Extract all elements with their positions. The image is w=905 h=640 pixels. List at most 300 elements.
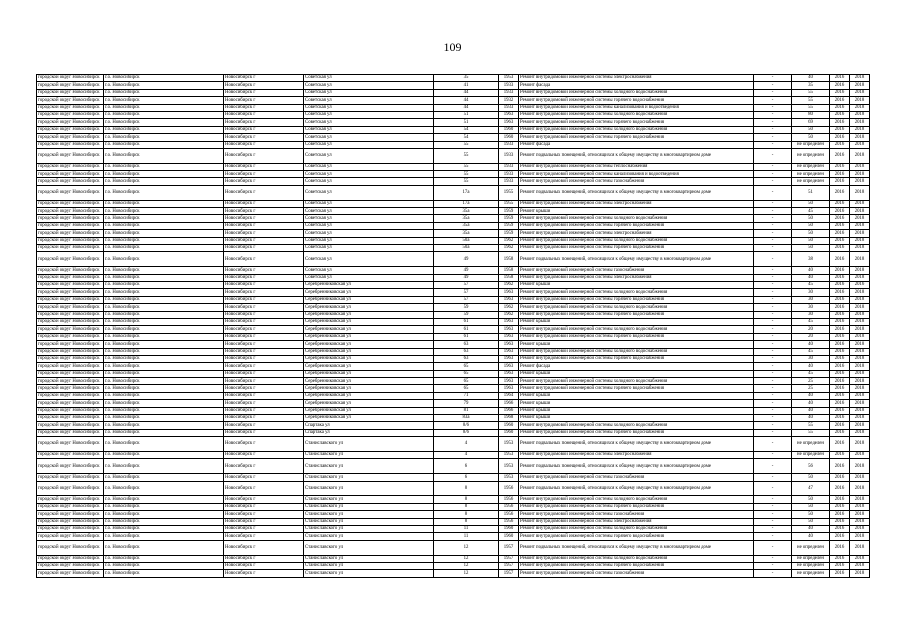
cell-settlement: г.о. Новосибирск: [104, 208, 224, 215]
cell-settlement: г.о. Новосибирск: [104, 222, 224, 229]
cell-municipality: городской округ Новосибирск: [37, 363, 104, 370]
cell-settlement: г.о. Новосибирск: [104, 326, 224, 333]
cell-municipality: городской округ Новосибирск: [37, 89, 104, 96]
table-row: [37, 437, 870, 452]
cell-year: 1960: [499, 422, 519, 429]
cell-municipality: городской округ Новосибирск: [37, 511, 104, 518]
cell-locality: Новосибирск г: [224, 451, 304, 458]
table-row: [37, 540, 870, 555]
cell-year_from: 2016: [830, 119, 850, 126]
cell-municipality: городской округ Новосибирск: [37, 562, 104, 569]
cell-house: 50а: [434, 245, 499, 252]
cell-year_from: 2016: [830, 200, 850, 207]
cell-house: 35: [434, 75, 499, 82]
cell-area: -: [754, 540, 792, 555]
table-row: [37, 178, 870, 185]
cell-work: Ремонт внутридомовой инженерной системы холодного водоснабжения: [519, 237, 754, 244]
cell-municipality: городской округ Новосибирск: [37, 437, 104, 452]
cell-year_from: 2016: [830, 555, 850, 562]
table-row: [37, 511, 870, 518]
table-row: [37, 75, 870, 82]
cell-work: Ремонт крыши: [519, 415, 754, 422]
table-row: [37, 185, 870, 200]
cell-year: 1963: [499, 111, 519, 118]
cell-house: 49: [434, 252, 499, 267]
cell-value: 55: [792, 429, 830, 436]
cell-settlement: г.о. Новосибирск: [104, 304, 224, 311]
cell-locality: Новосибирск г: [224, 355, 304, 362]
cell-year: 1933: [499, 171, 519, 178]
cell-year_from: 2016: [830, 230, 850, 237]
cell-street: Советская ул: [304, 126, 434, 133]
cell-street: Серебренниковская ул: [304, 296, 434, 303]
cell-settlement: г.о. Новосибирск: [104, 415, 224, 422]
cell-work: Ремонт внутридомовой инженерной системы газоснабжения: [519, 570, 754, 577]
cell-area: -: [754, 437, 792, 452]
cell-year_to: 2018: [850, 400, 870, 407]
cell-year_from: 2016: [830, 82, 850, 89]
cell-area: -: [754, 119, 792, 126]
cell-work: Ремонт крыши: [519, 208, 754, 215]
cell-year: 1956: [499, 503, 519, 510]
cell-settlement: г.о. Новосибирск: [104, 385, 224, 392]
cell-street: Советская ул: [304, 82, 434, 89]
cell-street: Станиславского ул: [304, 533, 434, 540]
cell-locality: Новосибирск г: [224, 245, 304, 252]
cell-locality: Новосибирск г: [224, 437, 304, 452]
cell-year_to: 2018: [850, 296, 870, 303]
cell-street: Серебренниковская ул: [304, 363, 434, 370]
table-row: [37, 296, 870, 303]
cell-year_from: 2016: [830, 429, 850, 436]
cell-year: 1959: [499, 215, 519, 222]
cell-house: 17а: [434, 185, 499, 200]
cell-value: 50: [792, 215, 830, 222]
cell-year_from: 2016: [830, 562, 850, 569]
cell-year: 1963: [499, 385, 519, 392]
cell-area: -: [754, 97, 792, 104]
cell-year_from: 2016: [830, 348, 850, 355]
cell-locality: Новосибирск г: [224, 267, 304, 274]
cell-work: Ремонт подвальных помещений, относящихся к общему имуществу в многоквартирном доме: [519, 148, 754, 163]
cell-locality: Новосибирск г: [224, 533, 304, 540]
cell-settlement: г.о. Новосибирск: [104, 363, 224, 370]
cell-year_to: 2018: [850, 134, 870, 141]
cell-settlement: г.о. Новосибирск: [104, 370, 224, 377]
cell-settlement: г.о. Новосибирск: [104, 111, 224, 118]
cell-value: 50: [792, 134, 830, 141]
cell-year_to: 2018: [850, 208, 870, 215]
cell-year_to: 2018: [850, 392, 870, 399]
cell-house: 54: [434, 126, 499, 133]
cell-house: 81: [434, 407, 499, 414]
cell-municipality: городской округ Новосибирск: [37, 185, 104, 200]
cell-year_to: 2018: [850, 326, 870, 333]
cell-year_from: 2016: [830, 97, 850, 104]
cell-year_to: 2018: [850, 533, 870, 540]
cell-municipality: городской округ Новосибирск: [37, 311, 104, 318]
cell-year_from: 2016: [830, 326, 850, 333]
table-row: [37, 474, 870, 481]
cell-area: -: [754, 104, 792, 111]
cell-municipality: городской округ Новосибирск: [37, 422, 104, 429]
cell-year: 1933: [499, 82, 519, 89]
cell-locality: Новосибирск г: [224, 89, 304, 96]
table-row: [37, 267, 870, 274]
cell-value: не определен: [792, 163, 830, 170]
cell-house: 12: [434, 540, 499, 555]
cell-house: 44: [434, 104, 499, 111]
table-row: [37, 141, 870, 148]
cell-work: Ремонт внутридомовой инженерной системы горячего водоснабжения: [519, 429, 754, 436]
cell-year_to: 2018: [850, 355, 870, 362]
cell-street: Советская ул: [304, 141, 434, 148]
cell-year_from: 2016: [830, 245, 850, 252]
cell-house: 57: [434, 289, 499, 296]
cell-municipality: городской округ Новосибирск: [37, 385, 104, 392]
cell-value: не определен: [792, 540, 830, 555]
cell-area: -: [754, 215, 792, 222]
cell-year_from: 2016: [830, 104, 850, 111]
cell-year: 1933: [499, 163, 519, 170]
cell-year_from: 2016: [830, 363, 850, 370]
cell-year: 1953: [499, 459, 519, 474]
cell-municipality: городской округ Новосибирск: [37, 245, 104, 252]
cell-area: -: [754, 525, 792, 532]
cell-year_to: 2018: [850, 111, 870, 118]
cell-work: Ремонт фасада: [519, 82, 754, 89]
cell-value: 55: [792, 104, 830, 111]
cell-area: -: [754, 171, 792, 178]
cell-house: 8: [434, 481, 499, 496]
cell-locality: Новосибирск г: [224, 474, 304, 481]
cell-area: -: [754, 75, 792, 82]
cell-year_to: 2018: [850, 178, 870, 185]
cell-locality: Новосибирск г: [224, 75, 304, 82]
cell-work: Ремонт фасада: [519, 363, 754, 370]
cell-area: -: [754, 503, 792, 510]
cell-value: не определен: [792, 141, 830, 148]
cell-year_from: 2016: [830, 511, 850, 518]
cell-year_from: 2016: [830, 111, 850, 118]
table-row: [37, 392, 870, 399]
cell-street: Серебренниковская ул: [304, 304, 434, 311]
cell-locality: Новосибирск г: [224, 370, 304, 377]
cell-municipality: городской округ Новосибирск: [37, 134, 104, 141]
cell-value: 30: [792, 355, 830, 362]
table-row: [37, 503, 870, 510]
cell-locality: Новосибирск г: [224, 400, 304, 407]
cell-work: Ремонт внутридомовой инженерной системы горячего водоснабжения: [519, 296, 754, 303]
cell-year: 1962: [499, 281, 519, 288]
cell-house: 8/6: [434, 422, 499, 429]
cell-locality: Новосибирск г: [224, 481, 304, 496]
cell-locality: Новосибирск г: [224, 518, 304, 525]
cell-settlement: г.о. Новосибирск: [104, 171, 224, 178]
cell-street: Станиславского ул: [304, 481, 434, 496]
table-row: [37, 274, 870, 281]
cell-value: 40: [792, 75, 830, 82]
cell-year: 1959: [499, 222, 519, 229]
cell-municipality: городской округ Новосибирск: [37, 555, 104, 562]
cell-value: не определен: [792, 178, 830, 185]
cell-value: 55: [792, 97, 830, 104]
cell-house: 65: [434, 378, 499, 385]
cell-settlement: г.о. Новосибирск: [104, 163, 224, 170]
cell-settlement: г.о. Новосибирск: [104, 134, 224, 141]
table-row: [37, 533, 870, 540]
cell-work: Ремонт внутридомовой инженерной системы холодного водоснабжения: [519, 304, 754, 311]
cell-value: 50: [792, 230, 830, 237]
cell-municipality: городской округ Новосибирск: [37, 119, 104, 126]
cell-work: Ремонт крыши: [519, 392, 754, 399]
cell-work: Ремонт внутридомовой инженерной системы холодного водоснабжения: [519, 215, 754, 222]
cell-settlement: г.о. Новосибирск: [104, 496, 224, 503]
cell-locality: Новосибирск г: [224, 311, 304, 318]
cell-settlement: г.о. Новосибирск: [104, 185, 224, 200]
cell-locality: Новосибирск г: [224, 178, 304, 185]
table-row: [37, 407, 870, 414]
cell-year: 1960: [499, 134, 519, 141]
cell-house: 49: [434, 267, 499, 274]
cell-year: 1968: [499, 415, 519, 422]
cell-locality: Новосибирск г: [224, 104, 304, 111]
table-row: [37, 570, 870, 577]
cell-municipality: городской округ Новосибирск: [37, 171, 104, 178]
cell-area: -: [754, 222, 792, 229]
table-row: [37, 148, 870, 163]
cell-value: 30: [792, 311, 830, 318]
cell-area: -: [754, 474, 792, 481]
cell-municipality: городской округ Новосибирск: [37, 200, 104, 207]
cell-area: -: [754, 245, 792, 252]
table-row: [37, 318, 870, 325]
cell-value: 50: [792, 496, 830, 503]
cell-street: Серебренниковская ул: [304, 326, 434, 333]
cell-value: 50: [792, 474, 830, 481]
cell-work: Ремонт внутридомовой инженерной системы газоснабжения: [519, 511, 754, 518]
cell-house: 59: [434, 304, 499, 311]
cell-house: 17а: [434, 200, 499, 207]
cell-year: 1955: [499, 200, 519, 207]
cell-value: 50: [792, 518, 830, 525]
cell-year_from: 2016: [830, 518, 850, 525]
cell-year_to: 2018: [850, 126, 870, 133]
cell-locality: Новосибирск г: [224, 296, 304, 303]
cell-locality: Новосибирск г: [224, 429, 304, 436]
cell-year_to: 2018: [850, 415, 870, 422]
table-row: [37, 429, 870, 436]
cell-street: Станиславского ул: [304, 525, 434, 532]
cell-value: 25: [792, 385, 830, 392]
cell-value: 20: [792, 333, 830, 340]
cell-year_to: 2018: [850, 104, 870, 111]
cell-settlement: г.о. Новосибирск: [104, 119, 224, 126]
cell-value: 40: [792, 341, 830, 348]
cell-year_to: 2018: [850, 215, 870, 222]
cell-year_to: 2018: [850, 348, 870, 355]
cell-area: -: [754, 289, 792, 296]
cell-street: Станиславского ул: [304, 437, 434, 452]
cell-year: 1958: [499, 274, 519, 281]
cell-work: Ремонт внутридомовой инженерной системы электроснабжения: [519, 200, 754, 207]
table-row: [37, 200, 870, 207]
cell-year: 1955: [499, 185, 519, 200]
cell-municipality: городской округ Новосибирск: [37, 178, 104, 185]
cell-work: Ремонт внутридомовой инженерной системы холодного водоснабжения: [519, 348, 754, 355]
table-row: [37, 333, 870, 340]
cell-value: 40: [792, 525, 830, 532]
cell-street: Советская ул: [304, 171, 434, 178]
cell-settlement: г.о. Новосибирск: [104, 200, 224, 207]
cell-area: -: [754, 385, 792, 392]
cell-year: 1956: [499, 496, 519, 503]
cell-year_to: 2018: [850, 333, 870, 340]
cell-area: -: [754, 163, 792, 170]
cell-settlement: г.о. Новосибирск: [104, 89, 224, 96]
cell-area: -: [754, 311, 792, 318]
cell-street: Серебренниковская ул: [304, 385, 434, 392]
cell-year: 1933: [499, 178, 519, 185]
cell-year_to: 2018: [850, 540, 870, 555]
cell-street: Серебренниковская ул: [304, 378, 434, 385]
cell-municipality: городской округ Новосибирск: [37, 503, 104, 510]
cell-house: 59: [434, 311, 499, 318]
cell-year_from: 2016: [830, 185, 850, 200]
cell-street: Советская ул: [304, 163, 434, 170]
cell-year_from: 2016: [830, 355, 850, 362]
cell-area: -: [754, 400, 792, 407]
cell-work: Ремонт внутридомовой инженерной системы горячего водоснабжения: [519, 134, 754, 141]
cell-locality: Новосибирск г: [224, 134, 304, 141]
cell-year_from: 2016: [830, 208, 850, 215]
cell-settlement: г.о. Новосибирск: [104, 341, 224, 348]
cell-area: -: [754, 141, 792, 148]
cell-year_from: 2016: [830, 171, 850, 178]
cell-settlement: г.о. Новосибирск: [104, 178, 224, 185]
cell-year_from: 2016: [830, 400, 850, 407]
cell-locality: Новосибирск г: [224, 185, 304, 200]
cell-work: Ремонт внутридомовой инженерной системы электроснабжения: [519, 274, 754, 281]
cell-house: 8/6: [434, 429, 499, 436]
cell-value: 56: [792, 459, 830, 474]
cell-work: Ремонт внутридомовой инженерной системы холодного водоснабжения: [519, 496, 754, 503]
cell-locality: Новосибирск г: [224, 385, 304, 392]
cell-work: Ремонт внутридомовой инженерной системы холодного водоснабжения: [519, 326, 754, 333]
cell-house: 41: [434, 82, 499, 89]
cell-settlement: г.о. Новосибирск: [104, 82, 224, 89]
cell-house: 8: [434, 503, 499, 510]
cell-value: 40: [792, 274, 830, 281]
cell-value: 50: [792, 245, 830, 252]
cell-year_to: 2018: [850, 570, 870, 577]
cell-year_from: 2016: [830, 378, 850, 385]
cell-area: -: [754, 318, 792, 325]
cell-house: 55: [434, 171, 499, 178]
cell-year_to: 2018: [850, 341, 870, 348]
cell-year_from: 2016: [830, 163, 850, 170]
cell-locality: Новосибирск г: [224, 126, 304, 133]
cell-value: не определен: [792, 555, 830, 562]
cell-municipality: городской округ Новосибирск: [37, 474, 104, 481]
cell-settlement: г.о. Новосибирск: [104, 230, 224, 237]
cell-area: -: [754, 459, 792, 474]
cell-settlement: г.о. Новосибирск: [104, 562, 224, 569]
cell-locality: Новосибирск г: [224, 237, 304, 244]
cell-work: Ремонт внутридомовой инженерной системы горячего водоснабжения: [519, 245, 754, 252]
cell-year_to: 2018: [850, 267, 870, 274]
table-row: [37, 363, 870, 370]
cell-year: 1962: [499, 311, 519, 318]
table-body: [37, 75, 870, 578]
cell-municipality: городской округ Новосибирск: [37, 540, 104, 555]
cell-house: 51: [434, 119, 499, 126]
cell-house: 44: [434, 97, 499, 104]
cell-year_to: 2018: [850, 89, 870, 96]
cell-value: не определен: [792, 171, 830, 178]
cell-locality: Новосибирск г: [224, 392, 304, 399]
cell-year: 1957: [499, 555, 519, 562]
cell-house: 61: [434, 318, 499, 325]
cell-year: 1963: [499, 289, 519, 296]
cell-locality: Новосибирск г: [224, 119, 304, 126]
cell-year: 1962: [499, 237, 519, 244]
table-row: [37, 496, 870, 503]
cell-year_from: 2016: [830, 540, 850, 555]
cell-locality: Новосибирск г: [224, 252, 304, 267]
table-row: [37, 89, 870, 96]
cell-year_from: 2016: [830, 148, 850, 163]
cell-work: Ремонт внутридомовой инженерной системы электроснабжения: [519, 75, 754, 82]
cell-area: -: [754, 252, 792, 267]
cell-locality: Новосибирск г: [224, 378, 304, 385]
cell-year_to: 2018: [850, 503, 870, 510]
cell-year_from: 2016: [830, 267, 850, 274]
cell-settlement: г.о. Новосибирск: [104, 141, 224, 148]
cell-year_from: 2016: [830, 289, 850, 296]
cell-municipality: городской округ Новосибирск: [37, 296, 104, 303]
cell-year: 1960: [499, 525, 519, 532]
cell-year_to: 2018: [850, 451, 870, 458]
cell-settlement: г.о. Новосибирск: [104, 540, 224, 555]
cell-street: Советская ул: [304, 148, 434, 163]
cell-settlement: г.о. Новосибирск: [104, 289, 224, 296]
cell-year_from: 2016: [830, 451, 850, 458]
cell-locality: Новосибирск г: [224, 82, 304, 89]
cell-work: Ремонт внутридомовой инженерной системы канализования и водоотведения: [519, 104, 754, 111]
cell-street: Серебренниковская ул: [304, 370, 434, 377]
cell-house: 65: [434, 363, 499, 370]
cell-municipality: городской округ Новосибирск: [37, 163, 104, 170]
cell-area: -: [754, 429, 792, 436]
cell-year: 1963: [499, 378, 519, 385]
cell-area: -: [754, 89, 792, 96]
cell-work: Ремонт внутридомовой инженерной системы холодного водоснабжения: [519, 378, 754, 385]
cell-area: -: [754, 481, 792, 496]
table-row: [37, 104, 870, 111]
cell-year: 1963: [499, 326, 519, 333]
cell-value: 45: [792, 281, 830, 288]
cell-area: -: [754, 304, 792, 311]
cell-area: -: [754, 355, 792, 362]
table-row: [37, 119, 870, 126]
cell-house: 65: [434, 370, 499, 377]
cell-house: 63: [434, 348, 499, 355]
cell-value: 25: [792, 378, 830, 385]
cell-municipality: городской округ Новосибирск: [37, 318, 104, 325]
cell-house: 50а: [434, 237, 499, 244]
cell-area: -: [754, 555, 792, 562]
